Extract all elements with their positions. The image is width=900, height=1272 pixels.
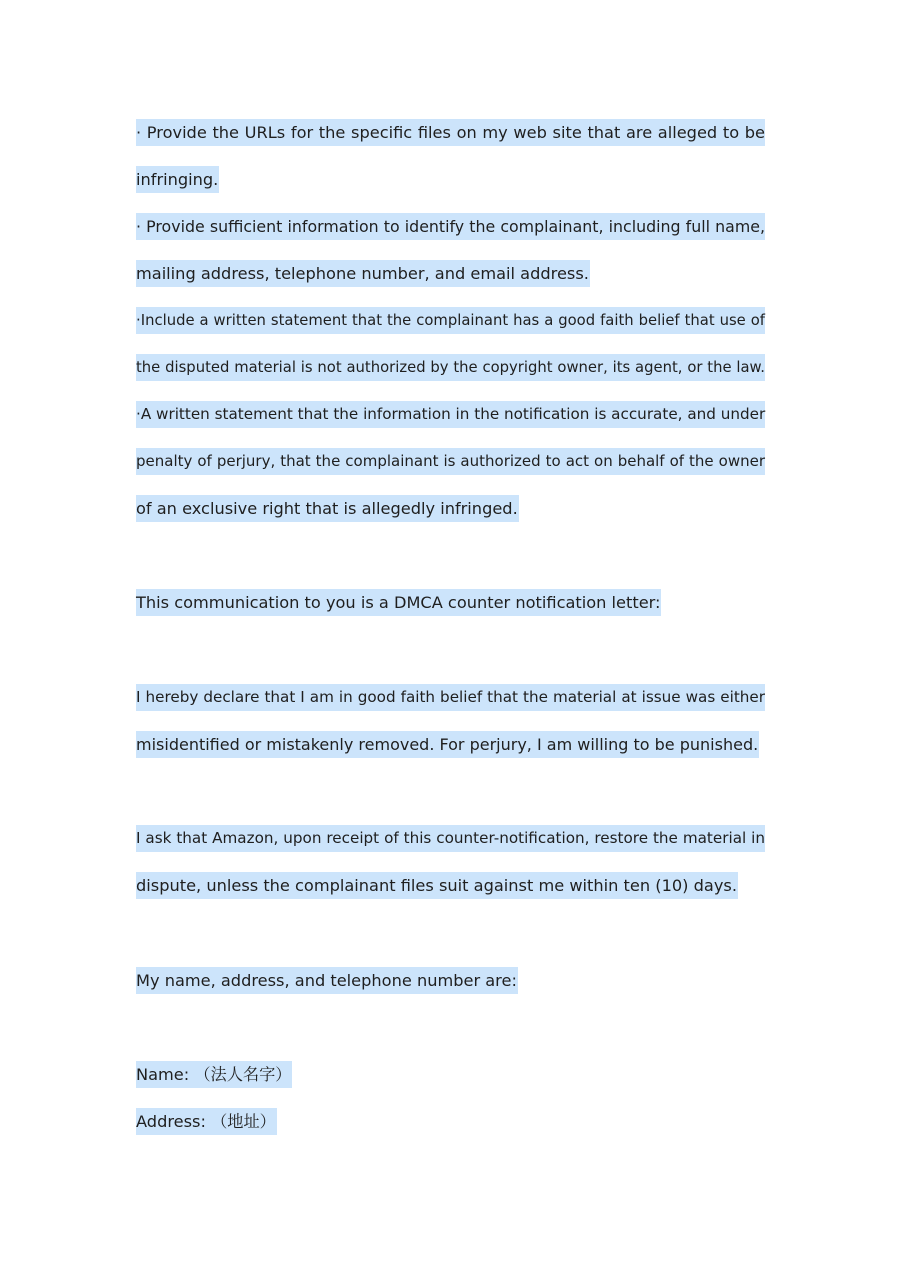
- bullet-provide-urls-line-2: infringing.: [136, 166, 219, 193]
- restore-request-line-2: dispute, unless the complainant files suit against me within ten (10) days.: [136, 872, 738, 899]
- counter-notification-intro: This communication to you is a DMCA counter notification letter:: [136, 589, 661, 616]
- address-field: Address: （地址）: [136, 1108, 277, 1135]
- restore-request-line-1: I ask that Amazon, upon receipt of this counter-notification, restore the material in: [136, 825, 765, 852]
- bullet-accuracy-line-1: ·A written statement that the information in the notification is accurate, and under: [136, 401, 765, 428]
- bullet-accuracy-line-3: of an exclusive right that is allegedly infringed.: [136, 495, 519, 522]
- bullet-complainant-info-line-2: mailing address, telephone number, and email address.: [136, 260, 590, 287]
- bullet-complainant-info-line-1: · Provide sufficient information to identify the complainant, including full name,: [136, 213, 765, 240]
- bullet-good-faith-line-1: ·Include a written statement that the complainant has a good faith belief that use of: [136, 307, 765, 334]
- bullet-good-faith-line-2: the disputed material is not authorized by the copyright owner, its agent, or the law.: [136, 354, 765, 381]
- name-field: Name: （法人名字）: [136, 1061, 292, 1088]
- declaration-line-2: misidentified or mistakenly removed. For perjury, I am willing to be punished.: [136, 731, 759, 758]
- contact-intro: My name, address, and telephone number are:: [136, 967, 518, 994]
- declaration-line-1: I hereby declare that I am in good faith belief that the material at issue was either: [136, 684, 765, 711]
- bullet-accuracy-line-2: penalty of perjury, that the complainant is authorized to act on behalf of the owner: [136, 448, 765, 475]
- bullet-provide-urls-line-1: · Provide the URLs for the specific files on my web site that are alleged to be: [136, 119, 765, 146]
